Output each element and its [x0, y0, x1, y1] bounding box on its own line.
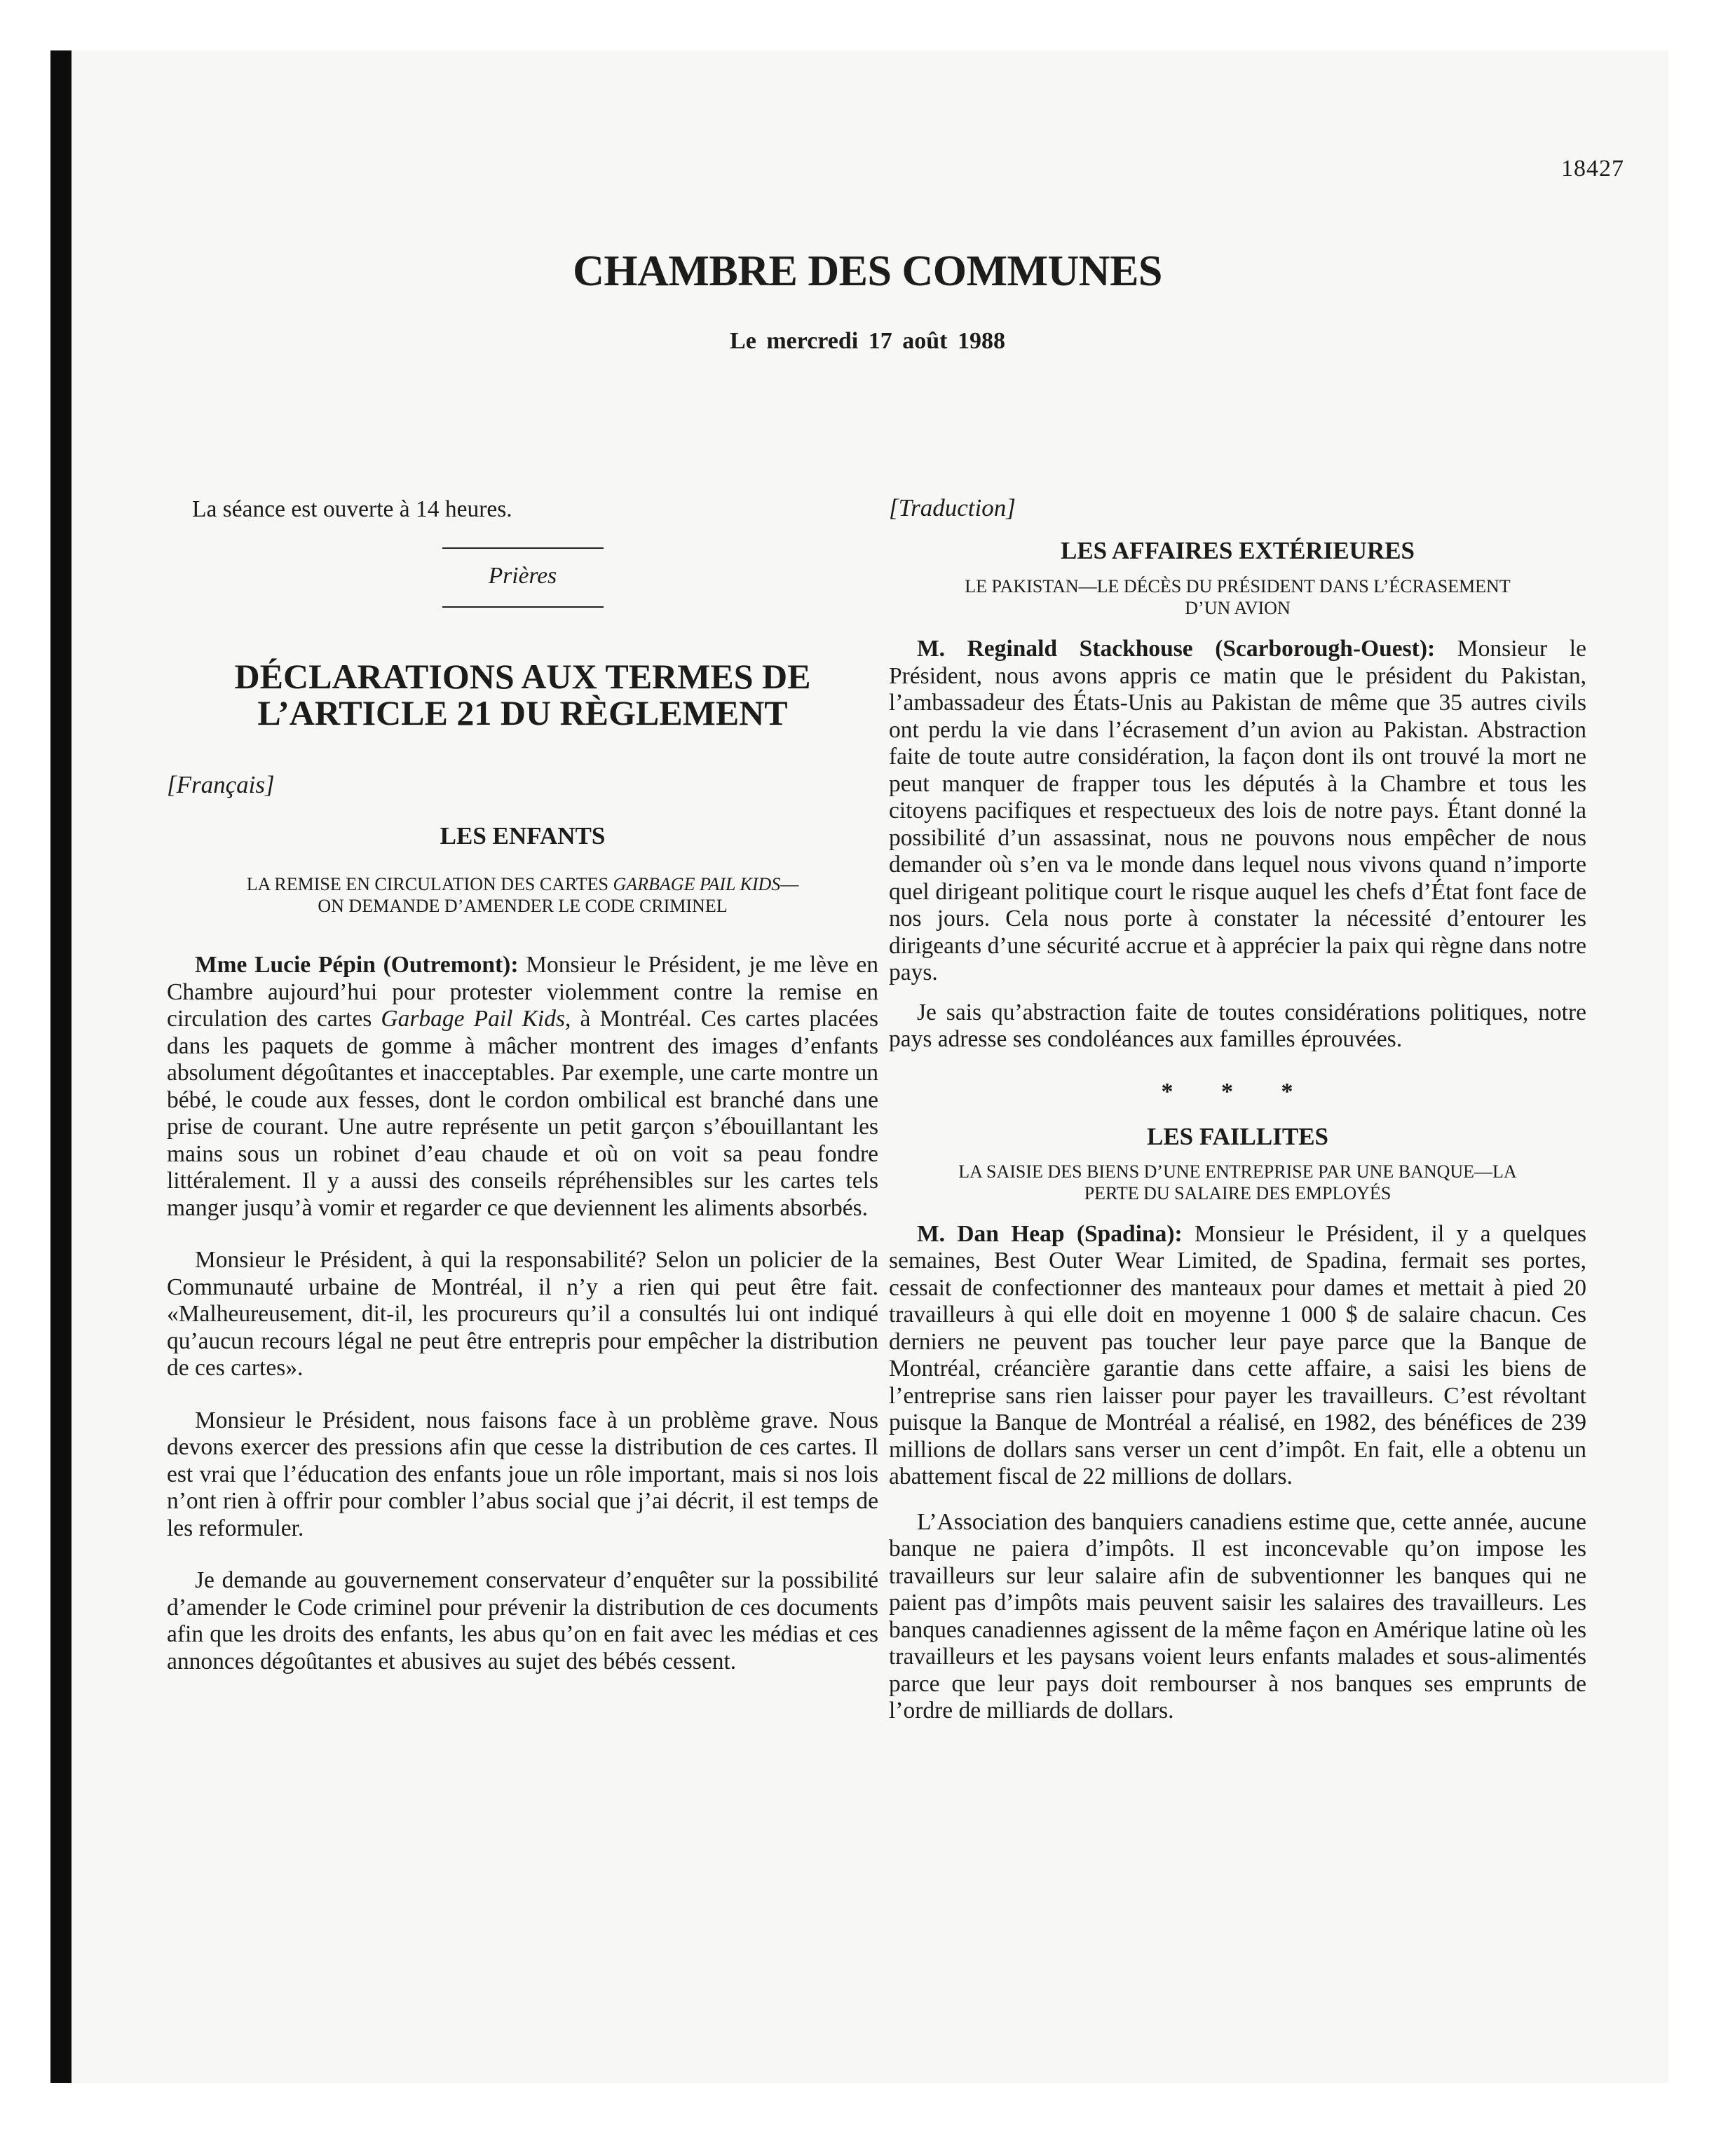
section-heading-line: DÉCLARATIONS AUX TERMES DE — [234, 657, 811, 696]
speech-paragraph: Monsieur le Président, nous faisons face à un problème grave. Nous devons exercer des pressions afin que cesse la distribution de ces cartes. Il est vrai que l’éducation des enfants joue un rôle important, mais si nos lois n’ont rien à offrir pour combler l’abus social que j’ai décrit, il est temps de les reformuler. — [167, 1407, 878, 1541]
subtopic-text: LA REMISE EN CIRCULATION DES CARTES — [246, 874, 613, 894]
subtopic-text: PERTE DU SALAIRE DES EMPLOYÉS — [1084, 1182, 1392, 1203]
page-number: 18427 — [1561, 156, 1624, 182]
speech-paragraph: L’Association des banquiers canadiens estime que, cette année, aucune banque ne paiera d’impôts. Il est inconcevable qu’on impose les travailleurs sur leur salaire afin de subventionner les banques qui ne paient pas d’impôts mais peuvent saisir les salaires des travailleurs. Les banques canadiennes agissent de la même façon en Amérique latine où les travailleurs et les paysans voient leurs enfants malades et sous-alimentés parce que leur pays doit rembourser à nos banques ses emprunts de l’ordre de milliards de dollars. — [889, 1508, 1586, 1724]
speaker-name: M. Dan Heap (Spadina): — [917, 1220, 1183, 1247]
session-date: Le mercredi 17 août 1988 — [730, 328, 1005, 354]
section-heading — [167, 658, 878, 731]
language-tag: [Français] — [167, 771, 275, 798]
scan-edge — [50, 50, 72, 2083]
subtopic-dash: — — [780, 874, 799, 894]
subtopic-text: D’UN AVION — [1185, 598, 1291, 618]
speech-paragraph: M. Reginald Stackhouse (Scarborough-Ouest): Monsieur le Président, nous avons appris ce matin que le président du Pakistan, l’ambassadeur des États-Unis au Pakistan de même que 35 autres civils ont perdu la vie dans l’écrasement d’un avion au Pakistan. Abstraction faite de toute autre considération, la façon dont ils ont trouvé la mort ne peut manquer de frapper tous les députés à la Chambre et tous les citoyens pacifiques et respectueux des lois de notre pays. Étant donné la possibilité d’un assassinat, nous ne pouvons nous empêcher de nous demander où s’en va le monde dans lequel nous vivons quand n’importe quel dirigeant politique court le risque auquel les chefs d’État font face de nos jours. Cela nous porte à constater la nécessité d’entourer les dirigeants d’une sécurité accrue et à apprécier la paix qui règne dans notre pays. — [889, 636, 1586, 985]
speech-paragraph: M. Dan Heap (Spadina): Monsieur le Président, il y a quelques semaines, Best Outer Wear Limited, de Spadina, fermait ses portes, cessait de confectionner des manteaux pour dames et mettait à pied 20 travailleurs à qui elle doit en moyenne 1 000 $ de salaire chacun. Ces derniers ne peuvent pas toucher leur paye parce que la Banque de Montréal, créancière garantie dans cette affaire, a saisi les biens de l’entreprise sans rien laisser pour payer les travailleurs. C’est révoltant puisque la Banque de Montréal a réalisé, en 1982, des bénéfices de 239 millions de dollars sans verser un cent d’impôt. En fait, elle a obtenu un abattement fiscal de 22 millions de dollars. — [889, 1220, 1586, 1489]
topic-heading: LES ENFANTS — [440, 821, 606, 850]
speaker-name: M. Reginald Stackhouse (Scarborough-Ouest): — [917, 636, 1436, 662]
subtopic-text: LE PAKISTAN—LE DÉCÈS DU PRÉSIDENT DANS L’ÉCRASEMENT — [965, 576, 1511, 596]
speech-paragraph: Mme Lucie Pépin (Outremont): Monsieur le Président, je me lève en Chambre aujourd’hui pour protester violemment contre la remise en circulation des cartes Garbage Pail Kids, à Montréal. Ces cartes placées dans les paquets de gomme à mâcher montrent des images d’enfants absolument dégoûtantes et inacceptables. Par exemple, une carte montre un bébé, le coude aux fesses, dont le cordon ombilical est branché dans une prise de courant. Une autre représente un petit garçon s’ébouillantant les mains sous un robinet d’eau chaude et où on voit sa peau fondre littéralement. Il y a aussi des conseils répréhensibles sur les cartes tels manger jusqu’à vomir et regarder ce que deviennent les aliments absorbés. — [167, 952, 878, 1221]
speech-paragraph: Monsieur le Président, à qui la responsabilité? Selon un policier de la Communauté urbaine de Montréal, il n’y a rien qui peut être fait. «Malheureusement, dit-il, les procureurs qu’il a consultés lui ont indiqué qu’aucun recours légal ne peut être entrepris pour empêcher la distribution de ces cartes». — [167, 1247, 878, 1381]
page-title: CHAMBRE DES COMMUNES — [573, 247, 1162, 295]
subtopic-text: ON DEMANDE D’AMENDER LE CODE CRIMINEL — [318, 896, 728, 916]
divider-rule — [442, 547, 604, 549]
subtopic-heading — [889, 575, 1586, 619]
speech-paragraph: Je demande au gouvernement conservateur d’enquêter sur la possibilité d’amender le Code criminel pour prévenir la distribution de ces documents afin que les droits des enfants, les abus qu’on en fait avec les médias et ces annonces dégoûtantes et abusives au sujet des bébés cessent. — [167, 1567, 878, 1674]
topic-heading: LES FAILLITES — [1146, 1123, 1329, 1150]
speech-paragraph: Je sais qu’abstraction faite de toutes considérations politiques, notre pays adresse ses condoléances aux familles éprouvées. — [889, 999, 1586, 1052]
topic-heading: LES AFFAIRES EXTÉRIEURES — [1060, 536, 1415, 564]
subtopic-heading — [167, 873, 878, 917]
prayers-label: Prières — [488, 562, 557, 589]
speaker-name: Mme Lucie Pépin (Outremont): — [195, 952, 519, 978]
section-heading-line: L’ARTICLE 21 DU RÈGLEMENT — [257, 693, 788, 732]
subtopic-text: LA SAISIE DES BIENS D’UNE ENTREPRISE PAR UNE BANQUE—LA — [958, 1161, 1517, 1182]
subtopic-italic-text: GARBAGE PAIL KIDS — [613, 874, 781, 894]
divider-rule — [442, 606, 604, 608]
subtopic-heading — [889, 1161, 1586, 1204]
opening-statement: La séance est ouverte à 14 heures. — [192, 496, 512, 522]
left-column — [167, 491, 878, 1700]
language-tag: [Traduction] — [889, 494, 1016, 521]
right-column — [889, 491, 1586, 1750]
section-separator: * * * — [1161, 1078, 1314, 1105]
